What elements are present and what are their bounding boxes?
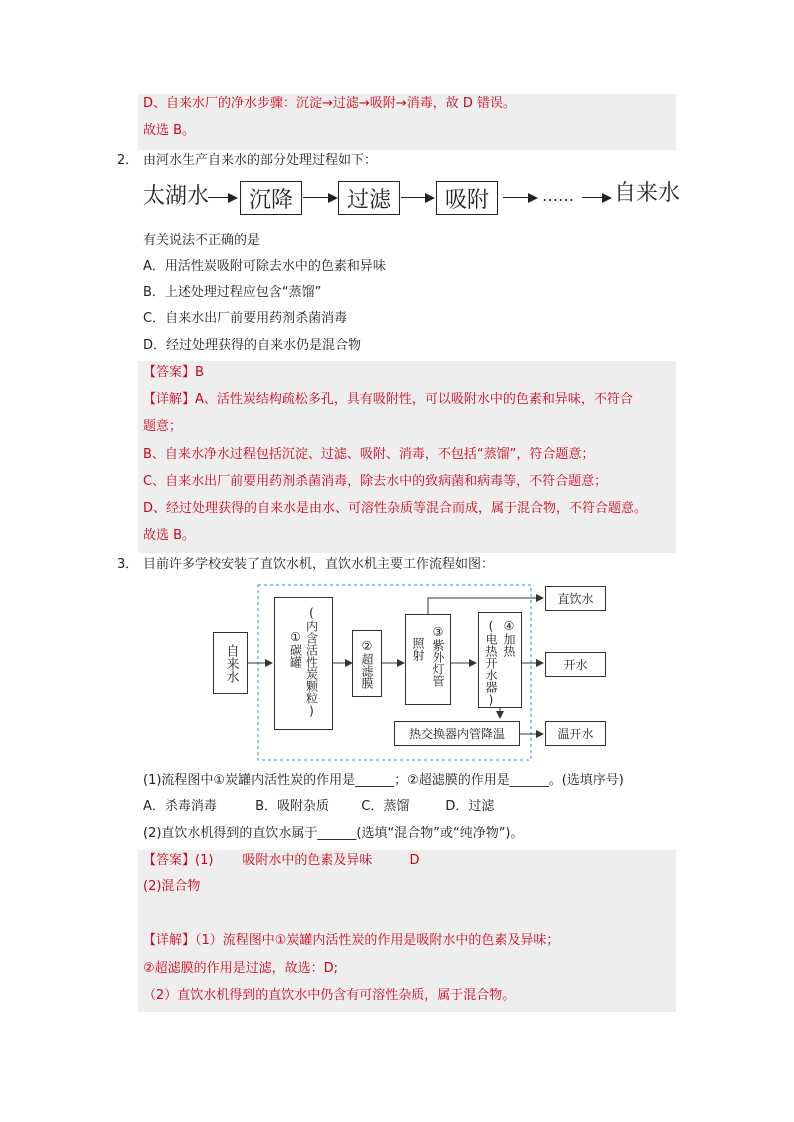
flow-ellipsis: ……	[542, 186, 574, 205]
q3-detail-1: 【详解】（1）流程图中①炭罐内活性炭的作用是吸附水中的色素及异味；	[143, 933, 560, 948]
q2-stem: 由河水生产自来水的部分处理过程如下：	[143, 153, 378, 168]
box-ultrafiltration	[352, 630, 382, 697]
box-carbon-tank	[274, 597, 333, 730]
carbon-tank-label: ①碳罐	[288, 630, 303, 668]
q3-option-d: D．过滤	[445, 799, 495, 814]
q3-answer-1: 【答案】(1) 吸附水中的色素及异味 D	[143, 853, 420, 868]
q3-option-a: A．杀毒消毒	[143, 799, 217, 814]
q2-answer: 【答案】B	[143, 365, 204, 380]
q2-prompt: 有关说法不正确的是	[143, 233, 261, 248]
q2-detail-b: B、自来水净水过程包括沉淀、过滤、吸附、消毒，不包括“蒸馏”，符合题意；	[143, 447, 595, 462]
flow-end: 自来水	[614, 181, 681, 206]
q2-detail-a: 【详解】A、活性炭结构疏松多孔，具有吸附性，可以吸附水中的色素和异味，不符合	[143, 392, 633, 407]
q1-conclusion: 故选 B。	[143, 123, 196, 138]
flow-step-filter: 过滤	[338, 181, 400, 215]
box-direct-water: 直饮水	[545, 586, 606, 611]
q2-option-a: A．用活性炭吸附可除去水中的色素和异味	[143, 259, 386, 274]
q3-answer-2: (2)混合物	[143, 879, 201, 894]
q2-conclusion: 故选 B。	[143, 528, 196, 543]
q3-option-c: C．蒸馏	[361, 799, 410, 814]
q3-stem: 目前许多学校安装了直饮水机，直饮水机主要工作流程如图：	[143, 557, 495, 572]
q2-detail-a-cont: 题意；	[143, 419, 183, 434]
flow-start: 太湖水	[143, 184, 210, 209]
q3-detail-3: （2）直饮水机得到的直饮水中仍含有可溶性杂质，属于混合物。	[143, 988, 516, 1003]
q3-option-b: B．吸附杂质	[255, 799, 330, 814]
q3-sub2: (2)直饮水机得到的直饮水属于______(选填“混合物”或“纯净物”)。	[143, 826, 524, 841]
q3-sub1-options	[143, 798, 494, 816]
uv-irradiate-label: 照射	[411, 637, 425, 661]
tap-water-label: 自来水	[223, 643, 239, 683]
box-tap-water	[213, 632, 248, 694]
q2-option-d: D．经过处理获得的自来水仍是混合物	[143, 338, 362, 353]
q2-number: 2．	[117, 153, 139, 168]
q3-sub1: (1)流程图中①炭罐内活性炭的作用是______；②超滤膜的作用是______。(选填序号)	[143, 773, 624, 788]
box-warm-water: 温开水	[545, 721, 606, 746]
q2-detail-d: D、经过处理获得的自来水是由水、可溶性杂质等混合而成，属于混合物，不符合题意。	[143, 501, 648, 516]
box-uv-lamp	[405, 614, 451, 705]
uv-lamp-label: ③紫外灯管	[431, 625, 445, 687]
heater-label: ④加热	[502, 619, 516, 657]
q3-detail-2: ②超滤膜的作用是过滤，故选：D;	[143, 961, 339, 976]
q2-option-b: B．上述处理过程应包含“蒸馏”	[143, 285, 322, 300]
ultrafiltration-label: ②超滤膜	[360, 638, 374, 689]
q1-detail-d: D、自来水厂的净水步骤：沉淀→过滤→吸附→消毒，故 D 错误。	[143, 96, 516, 111]
flow-step-settle: 沉降	[240, 181, 302, 215]
q2-option-c: C．自来水出厂前要用药剂杀菌消毒	[143, 311, 348, 326]
box-heater	[478, 612, 522, 708]
box-boiled-water: 开水	[545, 652, 606, 677]
flow-step-adsorb: 吸附	[436, 181, 498, 215]
q2-detail-c: C、自来水出厂前要用药剂杀菌消毒，除去水中的致病菌和病毒等，不符合题意；	[143, 474, 608, 489]
heater-note: (电热开水器)	[484, 619, 498, 707]
box-heat-exchanger: 热交换器内管降温	[394, 721, 520, 746]
carbon-tank-note: (内含活性炭颗粒)	[304, 606, 319, 718]
q3-number: 3．	[117, 557, 139, 572]
